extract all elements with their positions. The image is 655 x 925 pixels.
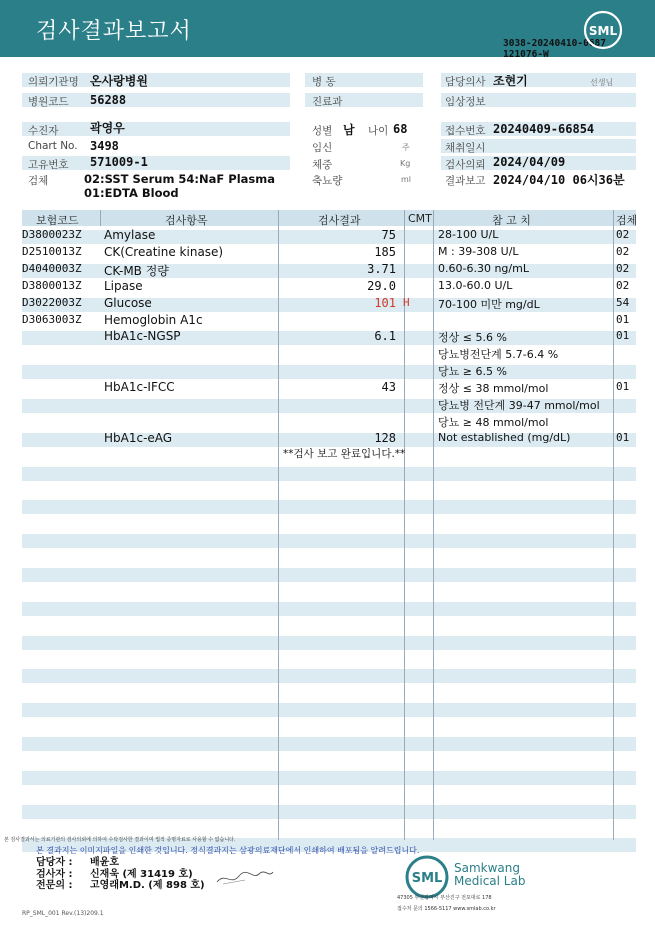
row-specimen: 02	[616, 262, 630, 275]
row-insurance-code: D3800013Z	[22, 279, 82, 292]
hospital-code-value: 56288	[90, 93, 127, 107]
row-result: 128	[374, 431, 396, 445]
completion-text: **검사 보고 완료입니다.**	[283, 448, 406, 460]
header-specimen: 검체	[616, 214, 638, 227]
chart-label: Chart No.	[28, 140, 78, 152]
report-code: 3038-20240410-0687 121076-W	[503, 38, 606, 60]
row-reference: 당뇨 ≥ 6.5 %	[438, 365, 507, 378]
age-label: 나이	[368, 125, 389, 137]
staff-2: 신재욱 (제 31419 호)	[90, 869, 193, 880]
id-value: 571009-1	[90, 155, 148, 169]
hospital-code-label: 병원코드	[28, 96, 69, 108]
receipt-value: 20240409-66854	[493, 122, 595, 136]
row-test-item: CK-MB 정량	[104, 264, 169, 278]
header-insurance-code: 보험코드	[36, 214, 79, 227]
row-insurance-code: D3063003Z	[22, 313, 82, 326]
age-value: 68	[393, 122, 408, 136]
specimen-value-2: 01:EDTA Blood	[84, 186, 179, 200]
row-reference: 정상 ≤ 38 mmol/mol	[438, 382, 549, 395]
weight-label: 체중	[312, 159, 333, 171]
urine-unit: ml	[401, 175, 412, 184]
sex-value: 남	[343, 123, 355, 137]
row-flag: H	[403, 296, 410, 309]
company-name: Samkwang Medical Lab	[454, 861, 526, 888]
row-insurance-code: D4040003Z	[22, 262, 82, 275]
report-title: 검사결과보고서	[36, 19, 192, 44]
row-specimen: 02	[616, 245, 630, 258]
patient-value: 곽영우	[90, 121, 125, 135]
staff-3: 고영래M.D. (제 898 호)	[90, 880, 205, 891]
collect-label: 채취일시	[445, 142, 486, 154]
row-reference: 0.60-6.30 ng/mL	[438, 262, 529, 275]
row-insurance-code: D3022003Z	[22, 296, 82, 309]
row-specimen: 01	[616, 380, 630, 393]
report-label: 결과보고	[445, 175, 486, 187]
fine-print: 본 검사결과서는 의료기관의 검사의뢰에 의하여 수탁검사한 결과이며 법적 증명자료로 사용할 수 없습니다.	[4, 837, 236, 843]
row-reference: 13.0-60.0 U/L	[438, 279, 513, 292]
row-specimen: 01	[616, 431, 630, 444]
clinical-label: 임상정보	[445, 96, 486, 108]
sex-label: 성별	[312, 125, 333, 137]
row-reference: Not established (mg/dL)	[438, 431, 571, 444]
row-stripe	[22, 636, 636, 650]
row-test-item: Glucose	[104, 296, 152, 310]
row-stripe	[22, 500, 636, 514]
row-reference: 28-100 U/L	[438, 228, 499, 241]
row-reference: 당뇨 ≥ 48 mmol/mol	[438, 416, 549, 429]
doctor-value: 조현기	[493, 74, 528, 88]
staff-1: 배윤호	[90, 857, 119, 868]
row-result: 29.0	[367, 279, 396, 293]
header-test-item: 검사항목	[165, 214, 208, 227]
row-stripe	[22, 467, 636, 481]
row-specimen: 01	[616, 329, 630, 342]
preg-label: 임신	[312, 142, 333, 154]
company-address: 47305 부산광역시 부산진구 전포대로 178	[397, 895, 492, 901]
request-value: 2024/04/09	[493, 155, 566, 169]
row-stripe	[22, 568, 636, 582]
row-result: 185	[374, 245, 396, 259]
row-stripe	[22, 534, 636, 548]
urine-label: 축뇨량	[312, 175, 343, 187]
row-reference: 당뇨병 전단계 39-47 mmol/mol	[438, 399, 600, 412]
row-result: 75	[381, 228, 396, 242]
row-test-item: Amylase	[104, 228, 156, 242]
patient-label: 수진자	[28, 125, 59, 137]
svg-text:SML: SML	[411, 871, 443, 886]
row-reference: 당뇨병전단계 5.7-6.4 %	[438, 348, 559, 361]
row-stripe	[22, 365, 636, 379]
row-stripe	[22, 771, 636, 785]
row-specimen: 01	[616, 313, 630, 326]
receipt-label: 접수번호	[445, 125, 486, 137]
row-result: 6.1	[374, 329, 396, 343]
header-result: 검사결과	[318, 214, 361, 227]
header-reference: 참 고 치	[492, 214, 531, 227]
report-value: 2024/04/10 06시36분	[493, 173, 625, 187]
hospital-value: 온사랑병원	[90, 74, 148, 88]
specimen-value-1: 02:SST Serum 54:NaF Plasma	[84, 172, 275, 186]
row-reference: 70-100 미만 mg/dL	[438, 298, 540, 311]
row-test-item: HbA1c-eAG	[104, 431, 173, 445]
row-test-item: Hemoglobin A1c	[104, 313, 203, 327]
ward-label: 병 동	[312, 76, 336, 88]
hospital-label: 의뢰기관명	[28, 76, 79, 88]
row-stripe	[22, 805, 636, 819]
form-code: RP_SML_001 Rev.(13)209.1	[22, 910, 104, 917]
sml-footer-logo-icon	[405, 855, 449, 899]
signature-icon	[215, 868, 275, 888]
chart-value: 3498	[90, 139, 119, 153]
row-insurance-code: D3800023Z	[22, 228, 82, 241]
weight-unit: Kg	[400, 159, 411, 168]
id-label: 고유번호	[28, 159, 69, 171]
row-stripe	[22, 737, 636, 751]
row-specimen: 02	[616, 279, 630, 292]
row-test-item: Lipase	[104, 279, 143, 293]
report-header	[0, 0, 655, 60]
staff-label-2: 검사자 :	[36, 869, 73, 880]
row-specimen: 54	[616, 296, 630, 309]
request-label: 검사의뢰	[445, 159, 486, 171]
staff-label-1: 담당자 :	[36, 857, 73, 868]
header-cmt: CMT	[408, 212, 432, 225]
row-stripe	[22, 669, 636, 683]
row-test-item: HbA1c-NGSP	[104, 329, 181, 343]
row-result: 3.71	[367, 262, 396, 276]
print-note: 본 결과지는 이미지파일을 인쇄한 것입니다. 정식결과지는 삼광의료재단에서 인쇄하여 배포됨을 알려드립니다.	[36, 846, 420, 855]
specimen-label: 검체	[28, 175, 49, 187]
row-specimen: 02	[616, 228, 630, 241]
doctor-label: 담당의사	[445, 76, 486, 88]
row-test-item: CK(Creatine kinase)	[104, 245, 224, 259]
svg-text:SML: SML	[588, 24, 618, 38]
sml-logo-icon	[583, 10, 623, 50]
dept-label: 진료과	[312, 96, 343, 108]
row-result: 43	[381, 380, 396, 394]
row-insurance-code: D2510013Z	[22, 245, 82, 258]
row-reference: M : 39-308 U/L	[438, 245, 519, 258]
row-stripe	[22, 703, 636, 717]
company-phone: 접수처 문의 1566-5117 www.smlab.co.kr	[397, 906, 496, 912]
staff-label-3: 전문의 :	[36, 880, 73, 891]
preg-unit: 주	[402, 143, 410, 152]
doctor-suffix: 선생님	[590, 78, 614, 87]
row-result: 101	[374, 296, 396, 310]
row-stripe	[22, 602, 636, 616]
row-reference: 정상 ≤ 5.6 %	[438, 331, 507, 344]
row-test-item: HbA1c-IFCC	[104, 380, 175, 394]
